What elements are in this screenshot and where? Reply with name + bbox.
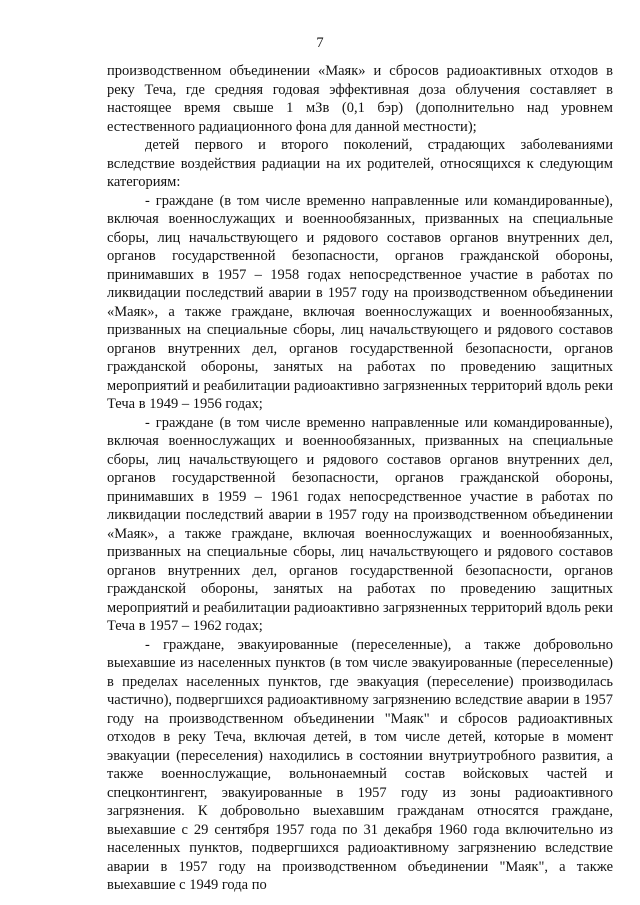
list-item-evacuated: - граждане, эвакуированные (переселенные), а также добровольно выехавшие из населенных пунктов (в том числе эвакуированные (переселенные) в пределах населенных пунктов, где эвакуация (переселение) производилась частично), подвергшихся радиоактивному загрязнению вследствие аварии в 1957 году на производственном объединении "Маяк" и сбросов радиоактивных отходов в реку Теча, включая детей, в том числе детей, которые в момент эвакуации (переселения) находились в состоянии внутриутробного развития, а также военнослужащие, вольнонаемный состав войсковых частей и спецконтингент, эвакуированные в 1957 году из зоны радиоактивного загрязнения. К добровольно выехавшим гражданам относятся граждане, выехавшие с 29 сентября 1957 года по 31 декабря 1960 года включительно из населенных пунктов, подвергшихся радиоактивному загрязнению вследствие аварии в 1957 году на производственном объединении "Маяк", а также выехавшие с 1949 года по — [107, 636, 613, 893]
page-number: 7 — [316, 35, 324, 51]
list-item-1957-1958: - граждане (в том числе временно направленные или командированные), включая военнослужащих и военнообязанных, призванных на специальные сборы, лиц начальствующего и рядового составов органов внутренних дел, органов государственной безопасности, органов гражданской обороны, принимавших в 1957 – 1958 годах непосредственное участие в работах по ликвидации последствий аварии в 1957 году на производственном объединении «Маяк», а также граждане, включая военнослужащих и военнообязанных, призванных на специальные сборы, лиц начальствующего и рядового составов органов внутренних дел, органов государственной безопасности, органов гражданской обороны, занятых на работах по проведению защитных мероприятий и реабилитации радиоактивно загрязненных территорий вдоль реки Теча в 1949 – 1956 годах; — [107, 192, 613, 412]
list-item-1959-1961: - граждане (в том числе временно направленные или командированные), включая военнослужащих и военнообязанных, призванных на специальные сборы, лиц начальствующего и рядового составов органов внутренних дел, органов государственной безопасности, органов гражданской обороны, принимавших в 1959 – 1961 годах непосредственное участие в работах по ликвидации последствий аварии в 1957 году на производственном объединении «Маяк», а также граждане, включая военнослужащих и военнообязанных, призванных на специальные сборы, лиц начальствующего и рядового составов органов внутренних дел, органов государственной безопасности, органов гражданской обороны, занятых на работах по проведению защитных мероприятий и реабилитации радиоактивно загрязненных территорий вдоль реки Теча в 1957 – 1962 годах; — [107, 414, 613, 634]
paragraph-children-categories: детей первого и второго поколений, страдающих заболеваниями вследствие воздействия радиации на их родителей, относящихся к следующим категориям: — [107, 137, 613, 190]
paragraph-continuation: производственном объединении «Маяк» и сбросов радиоактивных отходов в реку Теча, где средняя годовая эффективная доза облучения составляет в настоящее время свыше 1 мЗв (0,1 бэр) (дополнительно над уровнем естественного радиационного фона для данной местности); — [107, 63, 613, 135]
document-body — [107, 62, 613, 895]
